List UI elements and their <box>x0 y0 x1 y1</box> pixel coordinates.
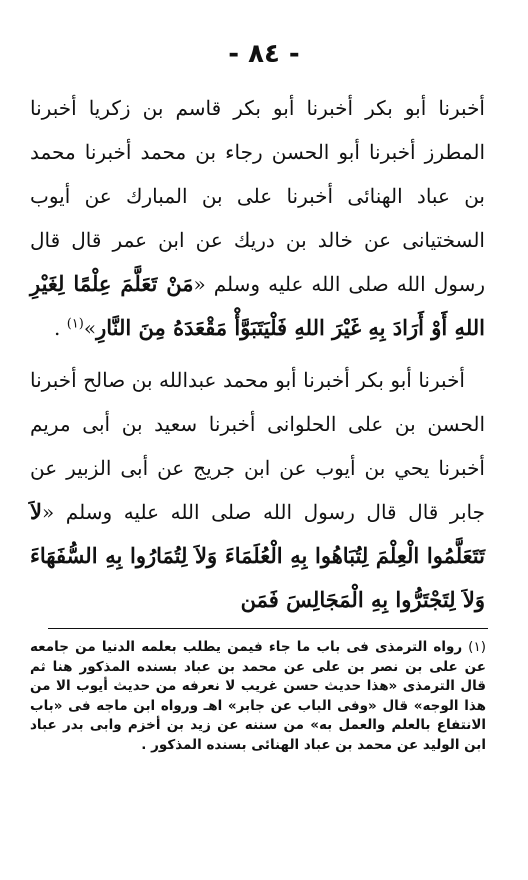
page-number: - ٨٤ - <box>228 39 300 69</box>
paragraph-2 <box>30 358 485 622</box>
main-text <box>30 86 485 622</box>
footnote-marker: (١) <box>66 316 84 332</box>
footnote-number: (١) <box>468 639 486 655</box>
paragraph-1 <box>30 86 485 350</box>
hadith-text: مَنْ تَعَلَّمَ عِلْمًا لِغَيْرِ اللهِ أَوْ أَرَادَ بِهِ غَيْرَ اللهِ فَلْيَتَبَوَّأْ مَقْعَدَهُ مِنَ النَّارِ <box>30 271 485 340</box>
isnad-text: أخبرنا أبو بكر أخبرنا أبو بكر قاسم بن زكريا أخبرنا المطرز أخبرنا أبو الحسن رجاء بن محمد أخبرنا محمد بن عباد الهنائى أخبرنا على بن المبارك عن أيوب السختيانى عن خالد بن دريك عن ابن عمر قال قال رسول الله صلى الله عليه وسلم « <box>30 96 485 296</box>
footnote-text: رواه الترمذى فى باب ما جاء فيمن يطلب بعلمه الدنيا من جامعه عن على بن نصر بن على عن محمد بن عباد بسنده المذكور هنا ثم قال الترمذى «هذا حديث حسن غريب لا نعرفه من حديث أيوب الا من هذا الوجه» قال «وفى الباب عن جابر» اهـ ورواه ابن ماجه فى «باب الانتفاع بالعلم والعمل به» من سننه عن زيد بن أخزم وابى بدر عباد ابن الوليد عن محمد بن عباد الهنائى بسنده المذكور . <box>30 639 486 753</box>
footnote <box>30 638 486 755</box>
footnote-divider <box>48 628 488 629</box>
paragraph-end: . <box>54 316 67 340</box>
quote-close: » <box>83 316 97 340</box>
isnad-text: أخبرنا أبو بكر أخبرنا أبو محمد عبدالله بن صالح أخبرنا الحسن بن على الحلوانى أخبرنا سعيد بن أبى مريم أخبرنا يحي بن أيوب عن ابن جريج عن أبى الزبير عن جابر قال قال رسول الله صلى الله عليه وسلم « <box>30 368 485 524</box>
hadith-text: لاَ تَتَعَلَّمُوا الْعِلْمَ لِتُبَاهُوا بِهِ الْعُلَمَاءَ وَلاَ لِتُمَارُوا بِهِ السُّفَهَاءَ وَلاَ لِتَجْتَرُّوا بِهِ الْمَجَالِسَ فَمَن <box>30 499 485 612</box>
